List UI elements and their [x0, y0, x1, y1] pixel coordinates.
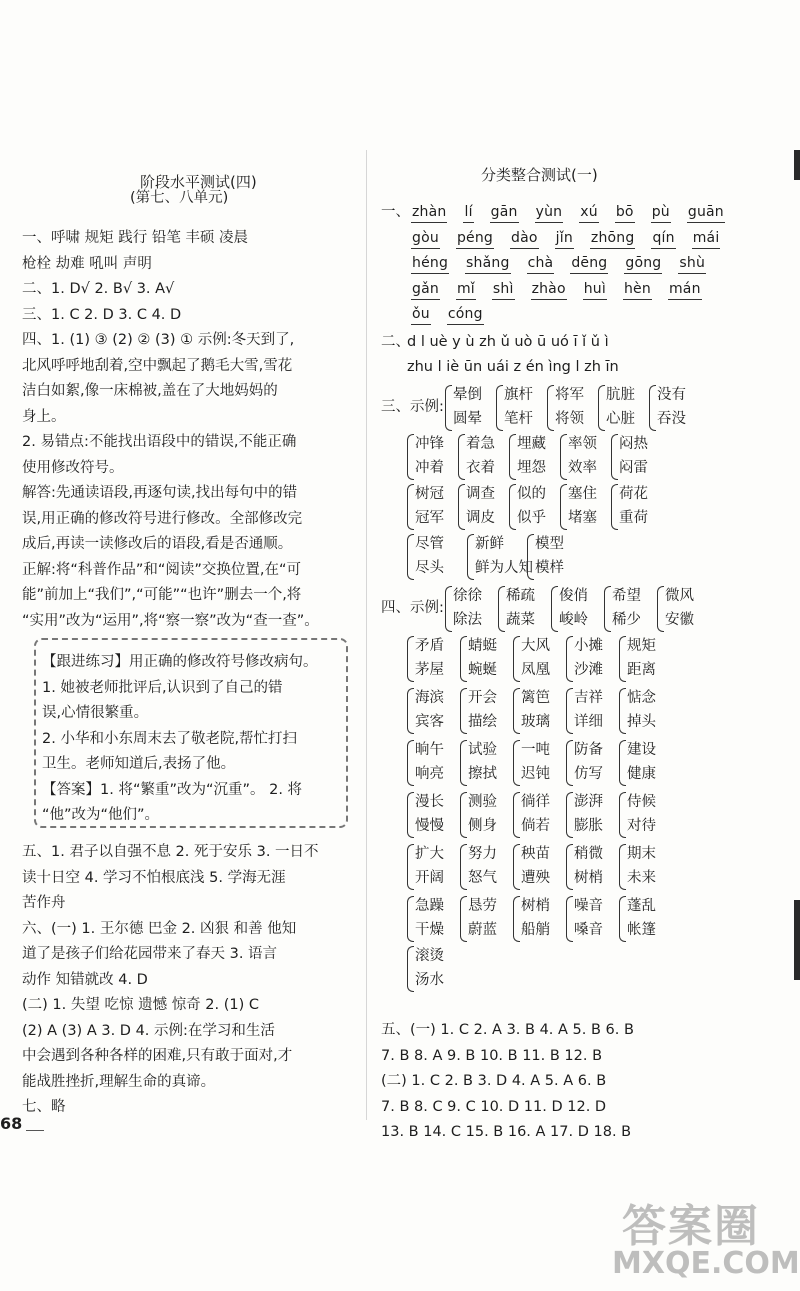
pinyin-item: mǐ: [456, 279, 476, 300]
pinyin-item: shù: [678, 253, 706, 274]
pinyin-item: qín: [651, 228, 675, 249]
pinyin-item: cóng: [447, 304, 484, 325]
pair-word: 稀少: [612, 612, 641, 628]
pair-word: 肮脏: [606, 387, 635, 403]
pair-word: 希望: [612, 588, 641, 604]
answer-line: 误,用正确的修改符号进行修改。全部修改完: [22, 510, 303, 527]
pair-word: 扩大: [415, 846, 444, 862]
brace-mark: [460, 636, 467, 682]
pinyin-item: gōng: [624, 253, 662, 274]
pair-word: 晌午: [415, 742, 444, 758]
brace-mark: [467, 534, 474, 580]
brace-mark: [566, 896, 573, 942]
pinyin-item: shì: [492, 279, 515, 300]
pair-word: 大风: [521, 638, 550, 654]
brace-mark: [513, 740, 520, 786]
brace-mark: [551, 586, 558, 632]
answer-line: 四、1. (1) ③ (2) ② (3) ① 示例:冬天到了,: [22, 332, 295, 348]
brace-mark: [611, 484, 618, 530]
answer-line: 2. 易错点:不能找出语段中的错误,不能正确: [22, 434, 297, 450]
practice-line: 2. 小华和小东周末去了敬老院,帮忙打扫: [42, 730, 298, 747]
brace-mark: [566, 792, 573, 838]
brace-mark: [445, 586, 452, 632]
pair-word: 模样: [535, 560, 564, 576]
pinyin-item: dào: [510, 228, 539, 249]
pair-word: 慢慢: [415, 818, 444, 834]
pair-word: 期末: [627, 846, 656, 862]
pair-word: 旗杆: [504, 387, 533, 403]
choice-line: 7. B 8. C 9. C 10. D 11. D 12. D: [381, 1098, 607, 1115]
brace-mark: [496, 385, 503, 431]
page-edge-mark: [794, 150, 800, 180]
pair-word: 遭殃: [521, 870, 550, 886]
pair-word: 船艄: [521, 922, 550, 938]
pair-word: 峻岭: [559, 612, 588, 628]
pair-word: 急躁: [415, 898, 444, 914]
pinyin-item: zhōng: [590, 228, 636, 249]
pair-word: 详细: [574, 714, 603, 730]
pair-word: 心脏: [606, 411, 635, 427]
pair-word: 篱笆: [521, 690, 550, 706]
pair-word: 俊俏: [559, 588, 588, 604]
pair-word: 似的: [517, 486, 546, 502]
pinyin-item: pù: [651, 202, 671, 223]
pair-word: 尽头: [415, 560, 444, 576]
pair-word: 树梢: [574, 870, 603, 886]
pinyin-item: mán: [668, 279, 702, 300]
pinyin-item: bō: [615, 202, 635, 223]
practice-line: 1. 她被老师批评后,认识到了自己的错: [42, 679, 283, 696]
pinyin-item: chà: [527, 253, 555, 274]
pair-word: 描绘: [468, 714, 497, 730]
pair-word: 调查: [466, 486, 495, 502]
pair-word: 鲜为人知: [475, 560, 533, 576]
q4-label: 四、示例:: [381, 600, 444, 616]
pair-word: 建设: [627, 742, 656, 758]
brace-mark: [566, 688, 573, 734]
pinyin-item: zhàn: [411, 202, 447, 223]
pair-word: 防备: [574, 742, 603, 758]
pair-word: 冠军: [415, 510, 444, 526]
watermark-site: MXQE.COM: [612, 1246, 800, 1281]
pinyin-row: [411, 277, 718, 301]
pair-word: 笔杆: [504, 411, 533, 427]
brace-mark: [547, 385, 554, 431]
answer-line: 中会遇到各种各样的困难,只有敢于面对,才: [22, 1048, 293, 1064]
page-edge-mark: [794, 900, 800, 980]
pair-word: 新鲜: [475, 536, 504, 552]
pair-word: 迟钝: [521, 766, 550, 782]
brace-mark: [619, 740, 626, 786]
answer-line: 三、1. C 2. D 3. C 4. D: [22, 306, 182, 323]
pair-word: 擦拭: [468, 766, 497, 782]
pair-word: 矛盾: [415, 638, 444, 654]
practice-line: 卫生。老师知道后,表扬了他。: [42, 756, 236, 772]
pair-word: 将军: [555, 387, 584, 403]
pinyin-item: huì: [583, 279, 607, 300]
answer-line: 解答:先通读语段,再逐句读,找出每句中的错: [22, 485, 298, 501]
pinyin-item: xú: [579, 202, 599, 223]
brace-mark: [407, 484, 414, 530]
brace-mark: [407, 688, 414, 734]
pair-word: 距离: [627, 662, 656, 678]
answer-line: 二、1. D√ 2. B√ 3. A√: [22, 281, 175, 297]
pair-word: 凤凰: [521, 662, 550, 678]
brace-mark: [407, 896, 414, 942]
pair-word: 噪音: [574, 898, 603, 914]
pair-word: 倘若: [521, 818, 550, 834]
answer-line: 五、1. 君子以自强不息 2. 死于安乐 3. 一日不: [22, 844, 319, 860]
pair-word: 试验: [468, 742, 497, 758]
pair-word: 似乎: [517, 510, 546, 526]
pair-word: 宾客: [415, 714, 444, 730]
brace-mark: [460, 844, 467, 890]
pair-word: 蔬菜: [506, 612, 535, 628]
pair-word: 徐徐: [453, 588, 482, 604]
pair-word: 安徽: [665, 612, 694, 628]
pair-word: 尽管: [415, 536, 444, 552]
pair-word: 埋藏: [517, 436, 546, 452]
brace-mark: [509, 484, 516, 530]
brace-mark: [598, 385, 605, 431]
pinyin-item: hèn: [623, 279, 652, 300]
pair-word: 规矩: [627, 638, 656, 654]
initials-row: zhu l iè ūn uái z én ìng l zh īn: [407, 359, 619, 375]
pair-word: 效率: [568, 460, 597, 476]
brace-mark: [566, 844, 573, 890]
pair-word: 重荷: [619, 510, 648, 526]
brace-mark: [560, 434, 567, 480]
pinyin-item: jǐn: [555, 228, 574, 249]
pair-word: 除法: [453, 612, 482, 628]
choice-line: 五、(一) 1. C 2. A 3. B 4. A 5. B 6. B: [381, 1022, 634, 1038]
brace-mark: [649, 385, 656, 431]
brace-mark: [566, 636, 573, 682]
choice-line: 13. B 14. C 15. B 16. A 17. D 18. B: [381, 1124, 632, 1140]
pair-word: 侍候: [627, 794, 656, 810]
pair-word: 玻璃: [521, 714, 550, 730]
practice-line: 误,心情很繁重。: [42, 705, 149, 721]
pair-word: 仿写: [574, 766, 603, 782]
pair-word: 塞住: [568, 486, 597, 502]
brace-mark: [619, 844, 626, 890]
pair-word: 蓬乱: [627, 898, 656, 914]
brace-mark: [560, 484, 567, 530]
pair-word: 衣着: [466, 460, 495, 476]
brace-mark: [611, 434, 618, 480]
brace-mark: [619, 896, 626, 942]
left-title: 阶段水平测试(四): [140, 173, 257, 191]
choice-line: (二) 1. C 2. B 3. D 4. A 5. A 6. B: [381, 1073, 607, 1089]
pair-word: 闷雷: [619, 460, 648, 476]
brace-mark: [513, 688, 520, 734]
brace-mark: [513, 896, 520, 942]
pair-word: 稍微: [574, 846, 603, 862]
brace-mark: [407, 740, 414, 786]
pinyin-item: héng: [411, 253, 449, 274]
pair-word: 茅屋: [415, 662, 444, 678]
pair-word: 努力: [468, 846, 497, 862]
brace-mark: [407, 792, 414, 838]
pair-word: 沙滩: [574, 662, 603, 678]
pinyin-item: ǒu: [411, 304, 431, 325]
pair-word: 一吨: [521, 742, 550, 758]
pair-word: 荷花: [619, 486, 648, 502]
brace-mark: [566, 740, 573, 786]
pinyin-item: gān: [490, 202, 519, 223]
pinyin-item: guān: [687, 202, 725, 223]
pair-word: 微风: [665, 588, 694, 604]
answer-line: 正解:将“科普作品”和“阅读”交换位置,在“可: [22, 561, 302, 578]
practice-line: 【跟进练习】用正确的修改符号修改病句。: [42, 654, 318, 670]
q3-label: 三、示例:: [381, 399, 444, 415]
brace-mark: [513, 844, 520, 890]
pair-word: 蔚蓝: [468, 922, 497, 938]
pinyin-item: shǎng: [465, 253, 511, 274]
brace-mark: [527, 534, 534, 580]
answer-line: 身上。: [22, 408, 66, 425]
brace-mark: [513, 636, 520, 682]
brace-mark: [458, 434, 465, 480]
brace-mark: [445, 385, 452, 431]
pair-word: 闷热: [619, 436, 648, 452]
answer-line: 成后,再读一读修改后的语段,看是否通顺。: [22, 536, 293, 552]
pair-word: 汤水: [415, 972, 444, 988]
brace-mark: [619, 636, 626, 682]
pair-word: 晕倒: [453, 387, 482, 403]
brace-mark: [460, 792, 467, 838]
pair-word: 冲着: [415, 460, 444, 476]
pair-word: 侧身: [468, 818, 497, 834]
brace-mark: [498, 586, 505, 632]
page-number-rule: [26, 1130, 44, 1131]
pair-word: 蜿蜒: [468, 662, 497, 678]
pair-word: 徜徉: [521, 794, 550, 810]
pair-word: 澎湃: [574, 794, 603, 810]
brace-mark: [458, 484, 465, 530]
answer-line: 北风呼呼地刮着,空中飘起了鹅毛大雪,雪花: [22, 357, 293, 374]
answer-line: 洁白如絮,像一床棉被,盖在了大地妈妈的: [22, 383, 278, 399]
brace-mark: [407, 946, 414, 992]
pair-word: 秧苗: [521, 846, 550, 862]
pair-word: 漫长: [415, 794, 444, 810]
answer-line: 读十日空 4. 学习不怕根底浅 5. 学海无涯: [22, 869, 286, 886]
pair-word: 惦念: [627, 690, 656, 706]
pair-word: 稀疏: [506, 588, 535, 604]
pair-word: 冲锋: [415, 436, 444, 452]
watermark-logo: 答案圈: [622, 1201, 760, 1252]
answer-line: 一、呼啸 规矩 践行 铅笔 丰硕 凌晨: [22, 230, 249, 246]
brace-mark: [407, 434, 414, 480]
pair-word: 蜻蜓: [468, 638, 497, 654]
answer-line: 使用修改符号。: [22, 459, 124, 476]
pair-word: 健康: [627, 766, 656, 782]
pair-word: 没有: [657, 387, 686, 403]
pair-word: 开阔: [415, 870, 444, 886]
left-subtitle: (第七、八单元): [130, 190, 229, 206]
pinyin-item: gǎn: [411, 279, 440, 300]
brace-mark: [460, 896, 467, 942]
pinyin-item: mái: [692, 228, 721, 249]
right-title: 分类整合测试(一): [481, 166, 598, 184]
practice-line: 【答案】1. 将“繁重”改为“沉重”。 2. 将: [42, 781, 303, 798]
answer-line: “实用”改为“运用”,将“察一察”改为“查一查”。: [22, 612, 319, 629]
pair-word: 率领: [568, 436, 597, 452]
pair-word: 海滨: [415, 690, 444, 706]
pair-word: 模型: [535, 536, 564, 552]
brace-mark: [407, 534, 414, 580]
brace-mark: [513, 792, 520, 838]
answer-line: 动作 知错就改 4. D: [22, 971, 148, 988]
pair-word: 嗓音: [574, 922, 603, 938]
brace-mark: [509, 434, 516, 480]
choice-line: 7. B 8. A 9. B 10. B 11. B 12. B: [381, 1047, 603, 1064]
pinyin-item: zhào: [531, 279, 567, 300]
page-number: 68: [0, 1114, 23, 1133]
pinyin-item: péng: [456, 228, 494, 249]
answer-line: 六、(一) 1. 王尔德 巴金 2. 凶狠 和善 他知: [22, 920, 297, 937]
pair-word: 掉头: [627, 714, 656, 730]
answer-line: 能战胜挫折,理解生命的真谛。: [22, 1073, 216, 1090]
brace-mark: [604, 586, 611, 632]
pair-word: 响亮: [415, 766, 444, 782]
practice-line: “他”改为“他们”。: [42, 807, 160, 823]
pair-word: 树冠: [415, 486, 444, 502]
pair-word: 将领: [555, 411, 584, 427]
answer-line: (2) A (3) A 3. D 4. 示例:在学习和生活: [22, 1022, 275, 1039]
pair-word: 恳劳: [468, 898, 497, 914]
brace-mark: [619, 792, 626, 838]
pair-word: 树梢: [521, 898, 550, 914]
pinyin-row: [411, 251, 722, 275]
pair-word: 膨胀: [574, 818, 603, 834]
brace-mark: [407, 844, 414, 890]
brace-mark: [657, 586, 664, 632]
pair-word: 小摊: [574, 638, 603, 654]
pinyin-item: lí: [463, 202, 473, 223]
initials-row: d l uè y ù zh ǔ uò ū uó ī ǐ ǔ ì: [407, 334, 609, 350]
pair-word: 着急: [466, 436, 495, 452]
pair-word: 调皮: [466, 510, 495, 526]
answer-line: (二) 1. 失望 吃惊 遗憾 惊奇 2. (1) C: [22, 997, 260, 1013]
pinyin-row: [411, 200, 741, 224]
pair-word: 测验: [468, 794, 497, 810]
pair-word: 吉祥: [574, 690, 603, 706]
pair-word: 埋怨: [517, 460, 546, 476]
pair-word: 堵塞: [568, 510, 597, 526]
pair-word: 吞没: [657, 411, 686, 427]
q2-label: 二、: [381, 334, 410, 350]
pair-word: 滚烫: [415, 948, 444, 964]
brace-mark: [619, 688, 626, 734]
pinyin-item: dēng: [570, 253, 608, 274]
pinyin-item: gòu: [411, 228, 440, 249]
pair-word: 帐篷: [627, 922, 656, 938]
brace-mark: [407, 636, 414, 682]
answer-line: 能”前加上“我们”,“可能”“也许”删去一个,将: [22, 587, 302, 603]
pair-word: 未来: [627, 870, 656, 886]
answer-line: 道了是孩子们给花园带来了春天 3. 语言: [22, 946, 278, 962]
pair-word: 干燥: [415, 922, 444, 938]
pair-word: 怒气: [468, 870, 497, 886]
pair-word: 对待: [627, 818, 656, 834]
q1-label: 一、: [381, 204, 410, 220]
column-divider: [366, 150, 367, 1120]
answer-line: 枪栓 劫难 吼叫 声明: [22, 255, 152, 272]
brace-mark: [460, 688, 467, 734]
pinyin-row: [411, 302, 500, 326]
pinyin-item: yùn: [535, 202, 564, 223]
brace-mark: [460, 740, 467, 786]
answer-line: 苦作舟: [22, 895, 66, 911]
pinyin-row: [411, 226, 736, 250]
pair-word: 开会: [468, 690, 497, 706]
answer-line: 七、略: [22, 1099, 66, 1115]
pair-word: 圆晕: [453, 411, 482, 427]
